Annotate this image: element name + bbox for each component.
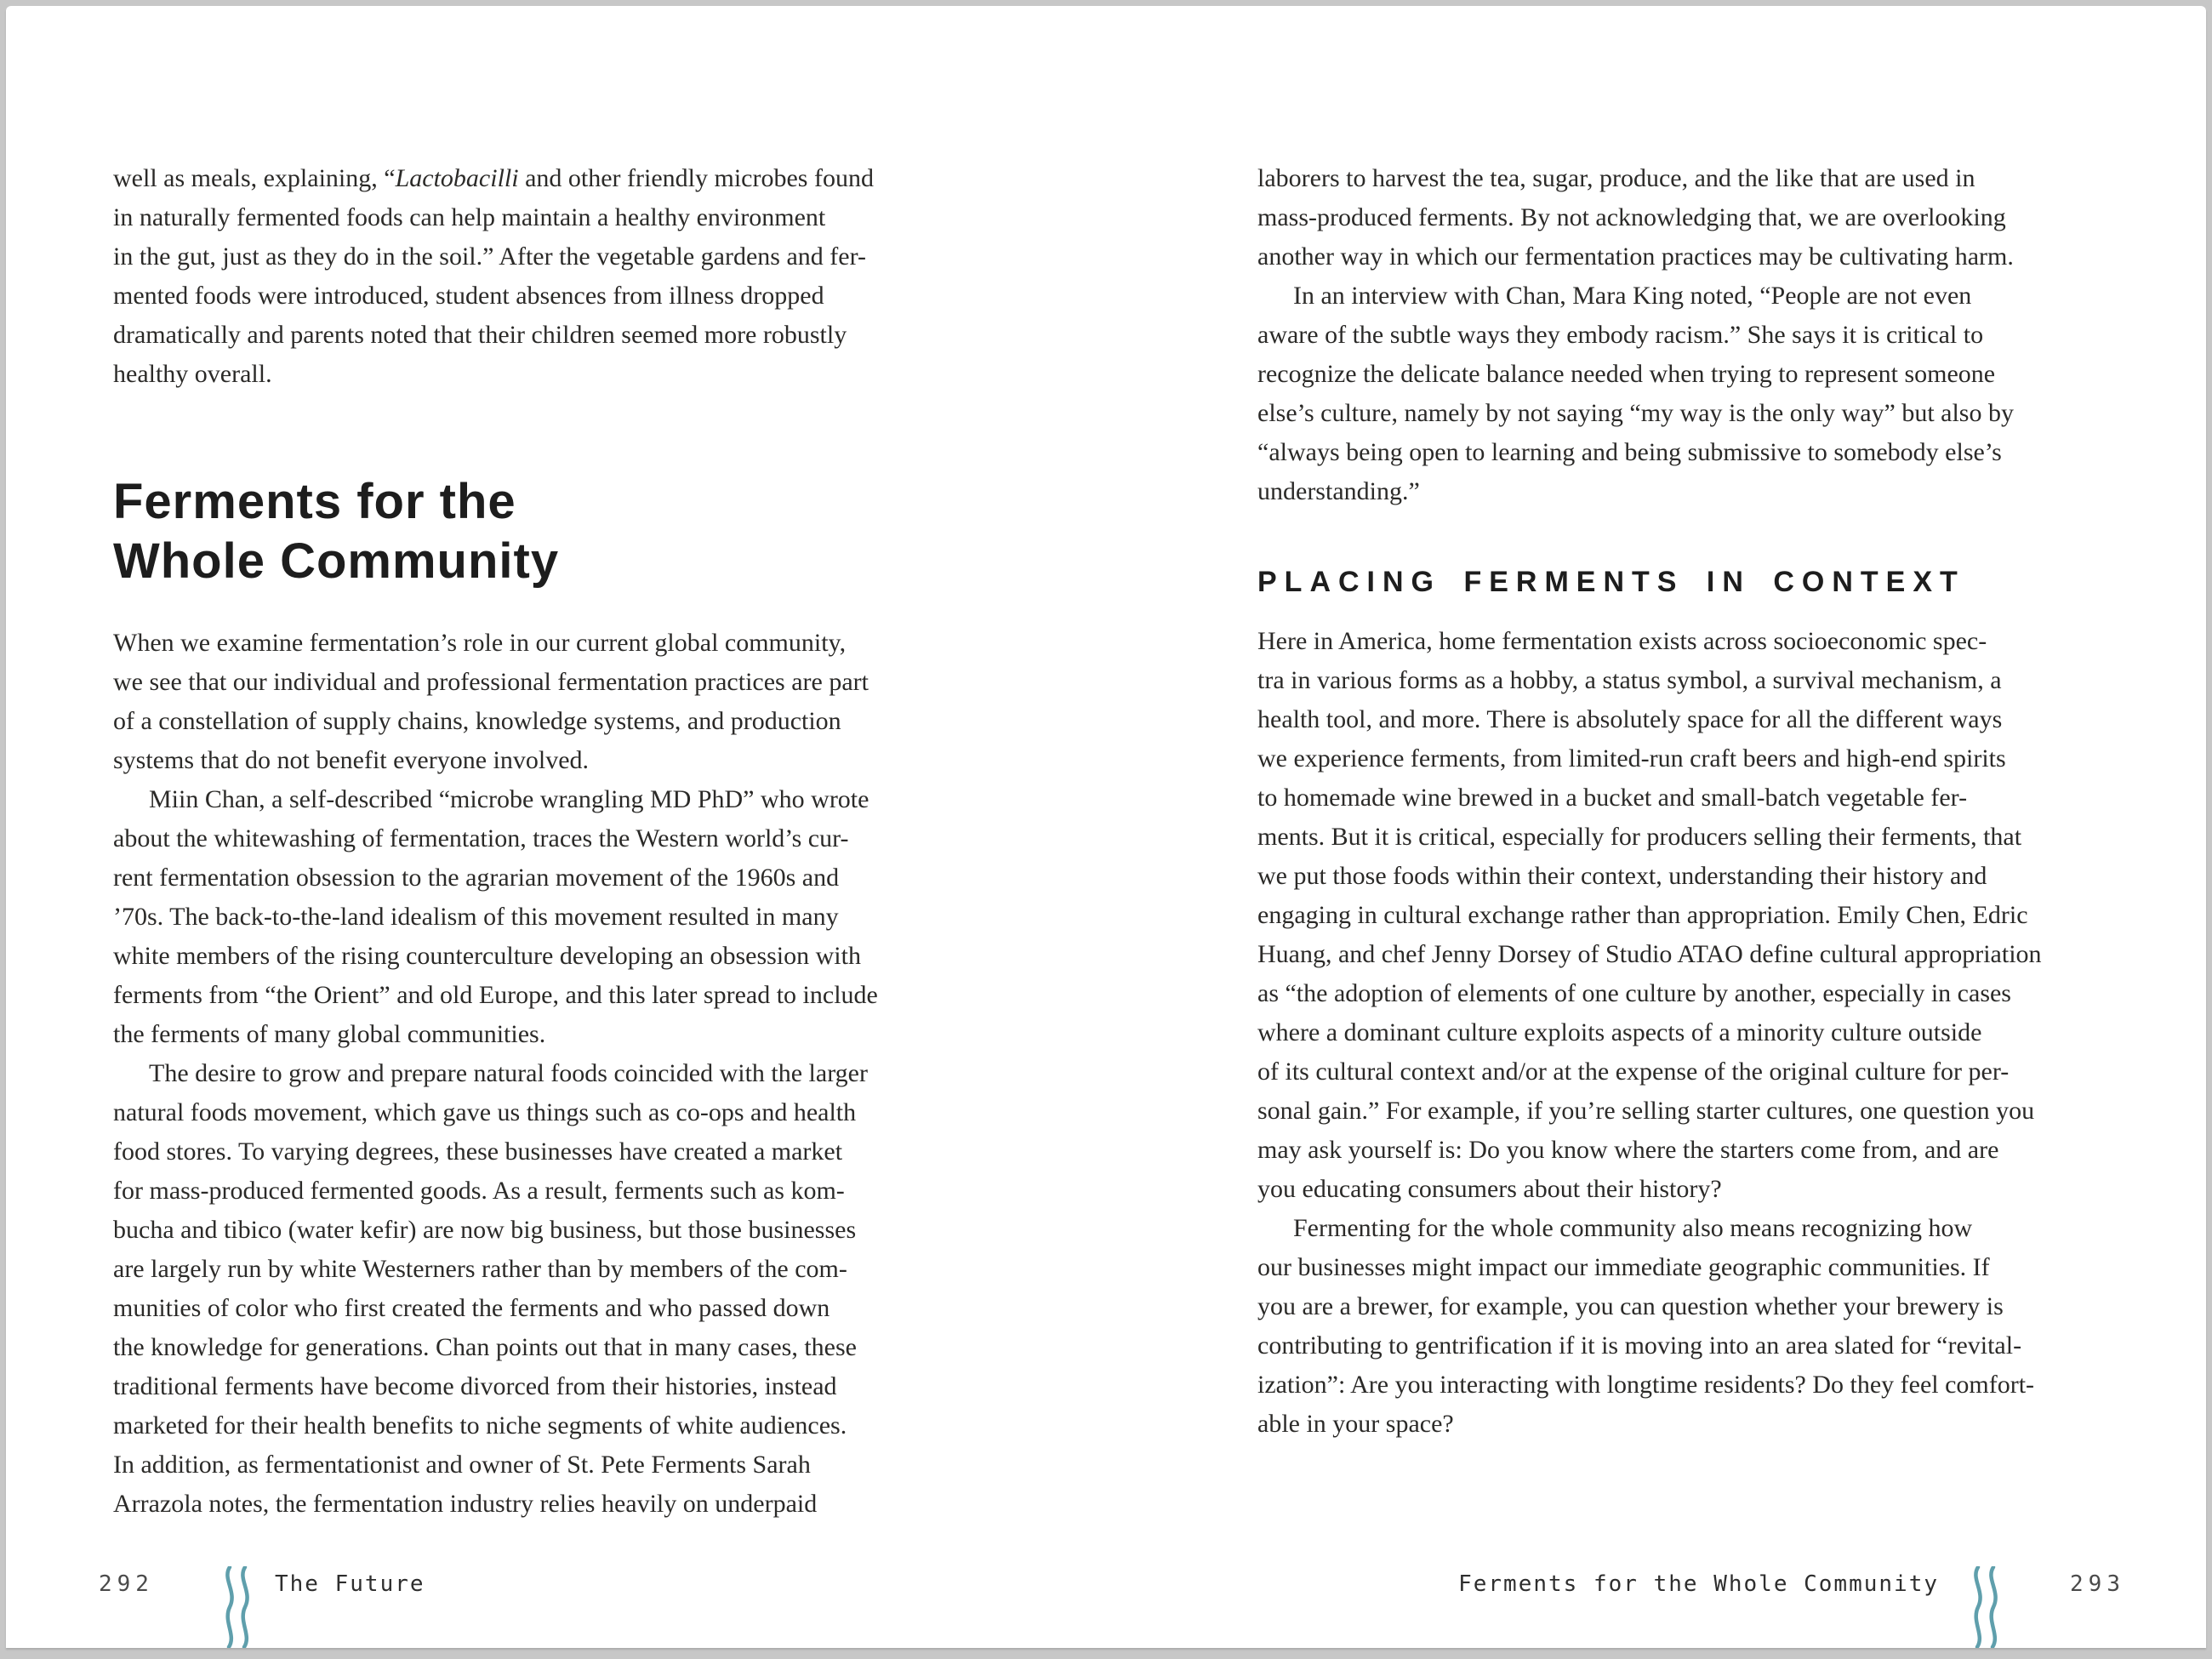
text-line: able in your space? — [1257, 1410, 1454, 1438]
text-line: in the gut, just as they do in the soil.” After the vegetable gardens and fer- — [113, 242, 866, 271]
text-line: food stores. To varying degrees, these businesses have created a market — [113, 1137, 843, 1166]
text-line: you are a brewer, for example, you can question whether your brewery is — [1257, 1292, 2004, 1320]
double-wave-ornament-icon — [1967, 1566, 2006, 1648]
running-title-left: The Future — [275, 1571, 425, 1597]
text-line: bucha and tibico (water kefir) are now big business, but those businesses — [113, 1216, 857, 1244]
text-line: white members of the rising counterculture developing an obsession with — [113, 942, 861, 970]
text-line: for mass-produced fermented goods. As a result, ferments such as kom- — [113, 1177, 845, 1205]
right-page-column — [1257, 159, 2159, 1444]
text-line: systems that do not benefit everyone involved. — [113, 746, 590, 774]
text-line: aware of the subtle ways they embody racism.” She says it is critical to — [1257, 321, 1984, 349]
text-line: are largely run by white Westerners rather than by members of the com- — [113, 1255, 847, 1283]
section-heading: PLACING FERMENTS IN CONTEXT — [1257, 566, 1965, 598]
text-line: laborers to harvest the tea, sugar, produce, and the like that are used in — [1257, 164, 1975, 192]
paragraph — [1257, 276, 2159, 511]
text-line: in naturally fermented foods can help maintain a healthy environment — [113, 203, 826, 231]
text-line: another way in which our fermentation practices may be cultivating harm. — [1257, 242, 2014, 271]
page-surface — [6, 6, 2206, 1648]
text-line: marketed for their health benefits to niche segments of white audiences. — [113, 1411, 847, 1440]
text-line: sonal gain.” For example, if you’re selling starter cultures, one question you — [1257, 1097, 2035, 1125]
paragraph — [1257, 1209, 2159, 1444]
text-line: as “the adoption of elements of one culture by another, especially in cases — [1257, 979, 2011, 1007]
text-line: traditional ferments have become divorced from their histories, instead — [113, 1372, 837, 1400]
paragraph — [1257, 622, 2159, 1209]
paragraph-continuation — [1257, 159, 2159, 276]
text-line: of a constellation of supply chains, knowledge systems, and production — [113, 707, 841, 735]
text-line: munities of color who first created the ferments and who passed down — [113, 1294, 830, 1322]
text-line: we put those foods within their context, understanding their history and — [1257, 862, 1987, 890]
paragraph — [113, 1054, 1015, 1524]
page-number-left: 292 — [99, 1571, 154, 1597]
left-page-column — [113, 159, 1015, 1524]
text-line: Huang, and chef Jenny Dorsey of Studio ATAO define cultural appropriation — [1257, 940, 2042, 968]
text-line: tra in various forms as a hobby, a status symbol, a survival mechanism, a — [1257, 666, 2002, 694]
paragraph — [113, 780, 1015, 1054]
text-line: rent fermentation obsession to the agrarian movement of the 1960s and — [113, 864, 840, 892]
text-line: In addition, as fermentationist and owner of St. Pete Ferments Sarah — [113, 1451, 811, 1479]
paragraph-continuation — [113, 159, 1015, 394]
text-line: Miin Chan, a self-described “microbe wrangling MD PhD” who wrote — [149, 785, 869, 813]
text-line: ferments from “the Orient” and old Europe, and this later spread to include — [113, 981, 878, 1009]
text-line: of its cultural context and/or at the expense of the original culture for per- — [1257, 1058, 2010, 1086]
text-line: the ferments of many global communities. — [113, 1020, 546, 1048]
text-line: health tool, and more. There is absolutely space for all the different ways — [1257, 705, 2003, 733]
text-line: else’s culture, namely by not saying “my way is the only way” but also by — [1257, 399, 2014, 427]
text-line: to homemade wine brewed in a bucket and small-batch vegetable fer- — [1257, 784, 1968, 812]
paragraph-lines — [113, 198, 1015, 394]
chapter-heading — [113, 472, 1015, 591]
text-line: engaging in cultural exchange rather than appropriation. Emily Chen, Edric — [1257, 901, 2028, 929]
text-line: ments. But it is critical, especially for producers selling their ferments, that — [1257, 823, 2022, 851]
text-run: and other friendly microbes found — [518, 164, 874, 192]
text-line: you educating consumers about their history? — [1257, 1175, 1722, 1203]
text-line: dramatically and parents noted that their children seemed more robustly — [113, 321, 847, 349]
text-line: where a dominant culture exploits aspects of a minority culture outside — [1257, 1018, 1982, 1046]
text-line: “always being open to learning and being submissive to somebody else’s — [1257, 438, 2002, 466]
text-line: The desire to grow and prepare natural foods coincided with the larger — [149, 1059, 868, 1087]
text-line — [113, 159, 1015, 198]
text-line: Here in America, home fermentation exists across socioeconomic spec- — [1257, 627, 1987, 655]
text-line: our businesses might impact our immediate geographic communities. If — [1257, 1253, 1990, 1281]
text-run: well as meals, explaining, “ — [113, 164, 396, 192]
text-line: mented foods were introduced, student absences from illness dropped — [113, 282, 824, 310]
text-line: Arrazola notes, the fermentation industry relies heavily on underpaid — [113, 1490, 818, 1518]
text-line: may ask yourself is: Do you know where the starters come from, and are — [1257, 1136, 1999, 1164]
text-line: natural foods movement, which gave us things such as co-ops and health — [113, 1098, 857, 1126]
text-line: about the whitewashing of fermentation, traces the Western world’s cur- — [113, 824, 849, 852]
text-line: understanding.” — [1257, 477, 1420, 505]
text-line: ’70s. The back-to-the-land idealism of this movement resulted in many — [113, 903, 839, 931]
running-title-right: Ferments for the Whole Community — [1458, 1571, 1939, 1597]
text-line: When we examine fermentation’s role in our current global community, — [113, 629, 847, 657]
text-line: we see that our individual and professional fermentation practices are part — [113, 668, 869, 696]
text-line: ization”: Are you interacting with longtime residents? Do they feel comfort- — [1257, 1371, 2035, 1399]
italic-species-name: Lactobacilli — [395, 164, 519, 192]
double-wave-ornament-icon — [219, 1566, 258, 1648]
text-line: healthy overall. — [113, 360, 272, 388]
text-line: we experience ferments, from limited-run craft beers and high-end spirits — [1257, 744, 2006, 772]
text-line: Whole Community — [113, 533, 560, 589]
text-line: recognize the delicate balance needed when trying to represent someone — [1257, 360, 1996, 388]
text-line: Ferments for the — [113, 474, 516, 529]
page-number-right: 293 — [2070, 1571, 2125, 1597]
text-line: the knowledge for generations. Chan points out that in many cases, these — [113, 1333, 857, 1361]
text-line: In an interview with Chan, Mara King noted, “People are not even — [1293, 282, 1972, 310]
text-line: contributing to gentrification if it is moving into an area slated for “revital- — [1257, 1331, 2022, 1360]
text-line: Fermenting for the whole community also means recognizing how — [1293, 1214, 1973, 1242]
paragraph — [113, 624, 1015, 780]
text-line: mass-produced ferments. By not acknowledging that, we are overlooking — [1257, 203, 2006, 231]
